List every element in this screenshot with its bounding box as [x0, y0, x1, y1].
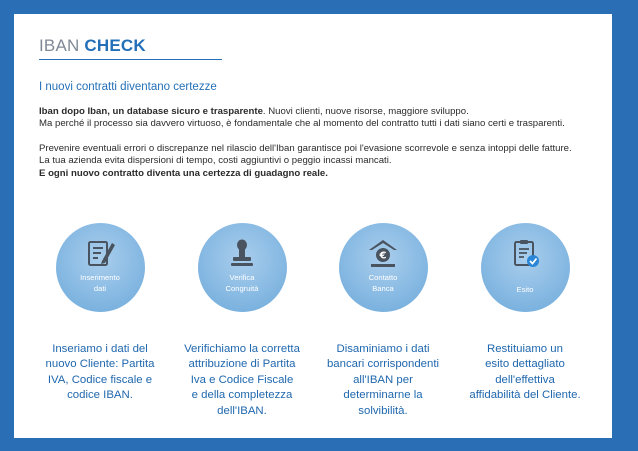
step-circle [198, 223, 287, 312]
desc-line: affidabilità del Cliente. [469, 389, 581, 402]
step-label-line1: Inserimento [80, 273, 120, 282]
desc-line: e della completezza [191, 389, 293, 402]
desc-line: Iva e Codice Fiscale [190, 373, 294, 386]
intro-paragraph-3: Prevenire eventuali errori o discrepanze nel rilascio dell'Iban garantisce poi l'evasione scorrevole e senza intoppi delle fatture. [39, 142, 572, 154]
step-circle [56, 223, 145, 312]
desc-line: Verifichiamo la corretta [184, 343, 300, 355]
intro-bold-1: Iban dopo Iban, un database sicuro e trasparente [39, 106, 263, 117]
step-label [56, 273, 145, 294]
step-contatto [328, 223, 438, 419]
title-accent: CHECK [84, 36, 146, 55]
desc-line: solvibilità. [358, 404, 408, 417]
bank-euro-icon [367, 237, 399, 269]
clipboard-check-icon [509, 237, 541, 269]
step-label-line1: Contatto [368, 273, 398, 282]
intro-text-1: . Nuovi clienti, nuove risorse, maggiore sviluppo. [262, 106, 469, 117]
desc-line: all'IBAN per [353, 373, 413, 386]
step-label [198, 273, 287, 294]
intro-text [39, 106, 609, 180]
desc-line: Restituiamo un [487, 343, 563, 355]
page-frame [14, 14, 612, 438]
desc-line: codice IBAN. [67, 389, 133, 402]
page-subtitle: I nuovi contratti diventano certezze [39, 81, 217, 93]
step-circle [339, 223, 428, 312]
step-circle [481, 223, 570, 312]
step-verifica [184, 223, 300, 419]
page-title [39, 36, 146, 56]
step-label [339, 273, 428, 294]
step-inserimento [45, 223, 155, 404]
desc-line: Inseriamo i dati del [52, 343, 148, 355]
svg-text:€: € [379, 250, 387, 262]
desc-line: Disaminiamo i dati [336, 343, 430, 355]
desc-line: IVA, Codice fiscale e [47, 373, 153, 386]
step-label-line2: Banca [372, 283, 394, 293]
step-label-line2: dati [93, 283, 107, 293]
stamp-icon [226, 237, 258, 269]
intro-paragraph-1 [39, 106, 609, 118]
desc-line: dell'effettiva [495, 373, 555, 386]
intro-paragraph-5 [39, 168, 609, 180]
step-label-line1: Esito [516, 285, 534, 294]
intro-paragraph-4: La tua azienda evita dispersioni di tempo, costi aggiuntivi o peggio incassi mancati. [39, 155, 392, 167]
desc-line: esito dettagliato [485, 358, 565, 371]
desc-line: nuovo Cliente: Partita [45, 358, 155, 371]
step-label-line2: Congruità [225, 283, 259, 293]
step-description [36, 342, 164, 404]
step-label-line1: Verifica [229, 273, 255, 282]
step-esito [470, 223, 580, 404]
desc-line: bancari corrispondenti [326, 358, 440, 371]
intro-bold-5: E ogni nuovo contratto diventa una certezza di guadagno reale. [39, 167, 328, 179]
step-description [461, 342, 589, 404]
title-divider [39, 59, 222, 60]
step-description [178, 342, 306, 419]
title-prefix: IBAN [39, 36, 80, 55]
intro-paragraph-2: Ma perché il processo sia davvero virtuoso, è fondamentale che al momento del contratto tutti i dati siano certi e trasparenti. [39, 118, 565, 130]
desc-line: dell'IBAN. [217, 404, 267, 417]
desc-line: determinarne la [343, 389, 423, 402]
desc-line: attribuzione di Partita [188, 358, 296, 371]
step-label [481, 285, 570, 296]
step-description [319, 342, 447, 419]
document-edit-icon [84, 237, 116, 269]
